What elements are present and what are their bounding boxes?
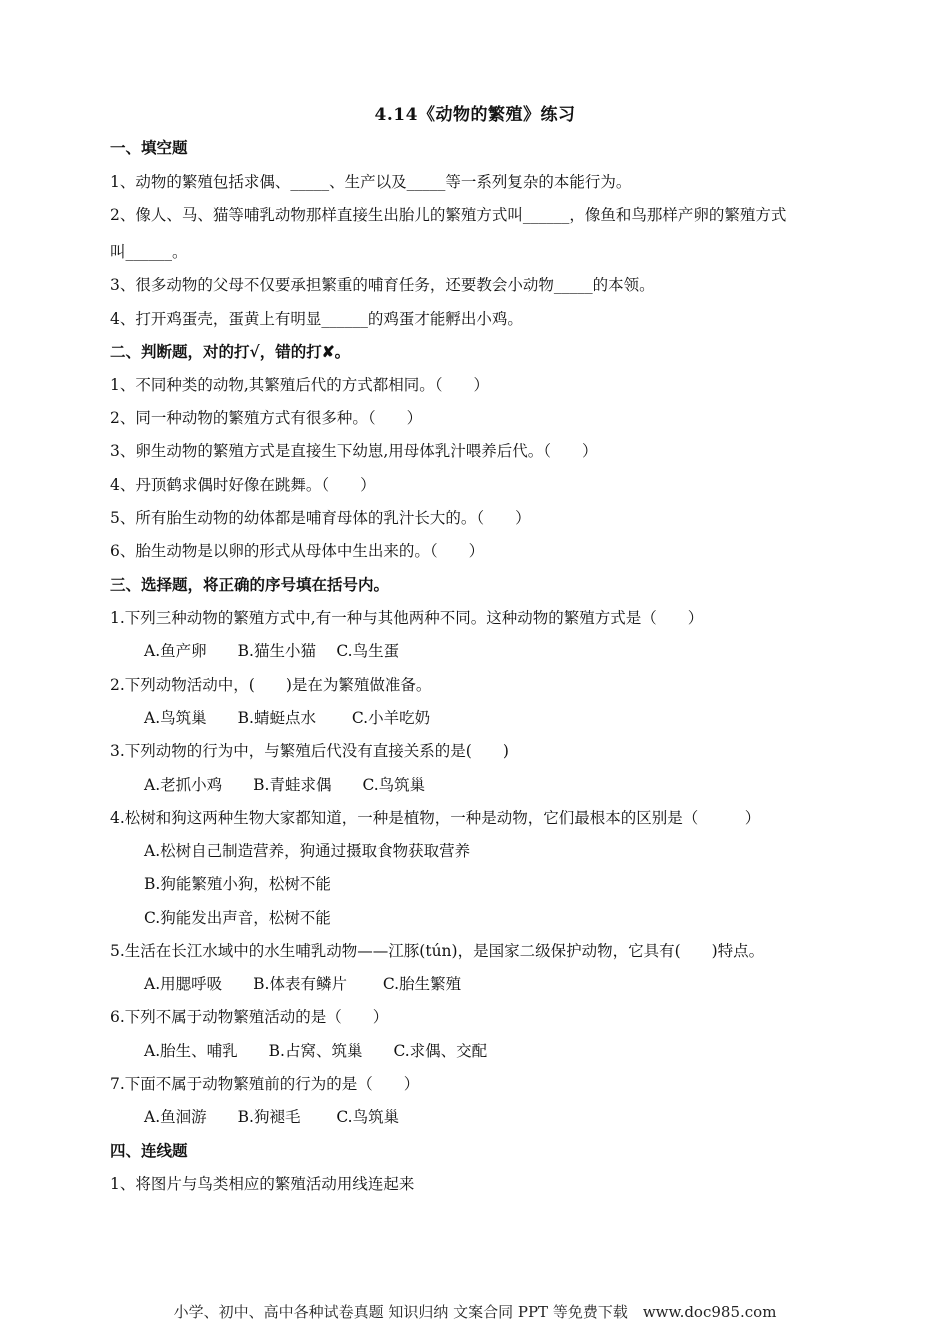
question-text: 4.松树和狗这两种生物大家都知道，一种是植物，一种是动物，它们最根本的区别是（ ） (110, 809, 761, 827)
question-text: 3、很多动物的父母不仅要承担繁重的哺育任务，还要教会小动物_____的本领。 (110, 276, 655, 294)
question-text: 1、动物的繁殖包括求偶、_____、生产以及_____等一系列复杂的本能行为。 (110, 173, 632, 191)
answer-options: A.胎生、哺乳 B.占窝、筑巢 C.求偶、交配 (144, 1042, 488, 1060)
answer-options: A.鱼产卵 B.猫生小猫 C.鸟生蛋 (144, 642, 400, 660)
question-text: 5、所有胎生动物的幼体都是哺育母体的乳汁长大的。（ ） (110, 509, 531, 527)
question-text: 1、将图片与鸟类相应的繁殖活动用线连起来 (110, 1175, 415, 1193)
section-heading-fill-blank: 一、填空题 (110, 138, 188, 157)
question-text: 6、胎生动物是以卵的形式从母体中生出来的。（ ） (110, 542, 485, 560)
answer-option: A.松树自己制造营养，狗通过摄取食物获取营养 (144, 842, 471, 860)
question-text: 5.生活在长江水域中的水生哺乳动物——江豚(tún)，是国家二级保护动物，它具有( )特点。 (110, 942, 765, 960)
question-text: 2、同一种动物的繁殖方式有很多种。（ ） (110, 409, 423, 427)
question-text: 2.下列动物活动中，( )是在为繁殖做准备。 (110, 676, 432, 694)
section-heading-true-false: 二、判断题，对的打√，错的打✘。 (110, 342, 351, 361)
question-text: 1、不同种类的动物,其繁殖后代的方式都相同。（ ） (110, 376, 490, 394)
answer-options: A.用腮呼吸 B.体表有鳞片 C.胎生繁殖 (144, 975, 462, 993)
question-text: 叫______。 (110, 243, 188, 261)
question-text: 4、打开鸡蛋壳，蛋黄上有明显______的鸡蛋才能孵出小鸡。 (110, 310, 523, 328)
section-heading-matching: 四、连线题 (110, 1141, 188, 1160)
answer-option: C.狗能发出声音，松树不能 (144, 909, 331, 927)
section-heading-multiple-choice: 三、选择题，将正确的序号填在括号内。 (110, 575, 390, 594)
question-text: 3.下列动物的行为中，与繁殖后代没有直接关系的是( ) (110, 742, 509, 760)
answer-options: A.鱼洄游 B.狗褪毛 C.鸟筑巢 (144, 1108, 400, 1126)
question-text: 7.下面不属于动物繁殖前的行为的是（ ） (110, 1075, 420, 1093)
question-text: 1.下列三种动物的繁殖方式中,有一种与其他两种不同。这种动物的繁殖方式是（ ） (110, 609, 704, 627)
question-text: 4、丹顶鹤求偶时好像在跳舞。（ ） (110, 476, 376, 494)
answer-options: A.鸟筑巢 B.蜻蜓点水 C.小羊吃奶 (144, 709, 431, 727)
answer-options: A.老抓小鸡 B.青蛙求偶 C.鸟筑巢 (144, 776, 426, 794)
question-text: 3、卵生动物的繁殖方式是直接生下幼崽,用母体乳汁喂养后代。（ ） (110, 442, 598, 460)
answer-option: B.狗能繁殖小狗，松树不能 (144, 875, 331, 893)
question-text: 2、像人、马、猫等哺乳动物那样直接生出胎儿的繁殖方式叫______，像鱼和鸟那样产卵的繁殖方式 (110, 206, 787, 224)
page-footer: 小学、初中、高中各种试卷真题 知识归纳 文案合同 PPT 等免费下载 www.doc985.com (173, 1303, 777, 1321)
page-title: 4.14《动物的繁殖》练习 (374, 105, 576, 125)
question-text: 6.下列不属于动物繁殖活动的是（ ） (110, 1008, 389, 1026)
